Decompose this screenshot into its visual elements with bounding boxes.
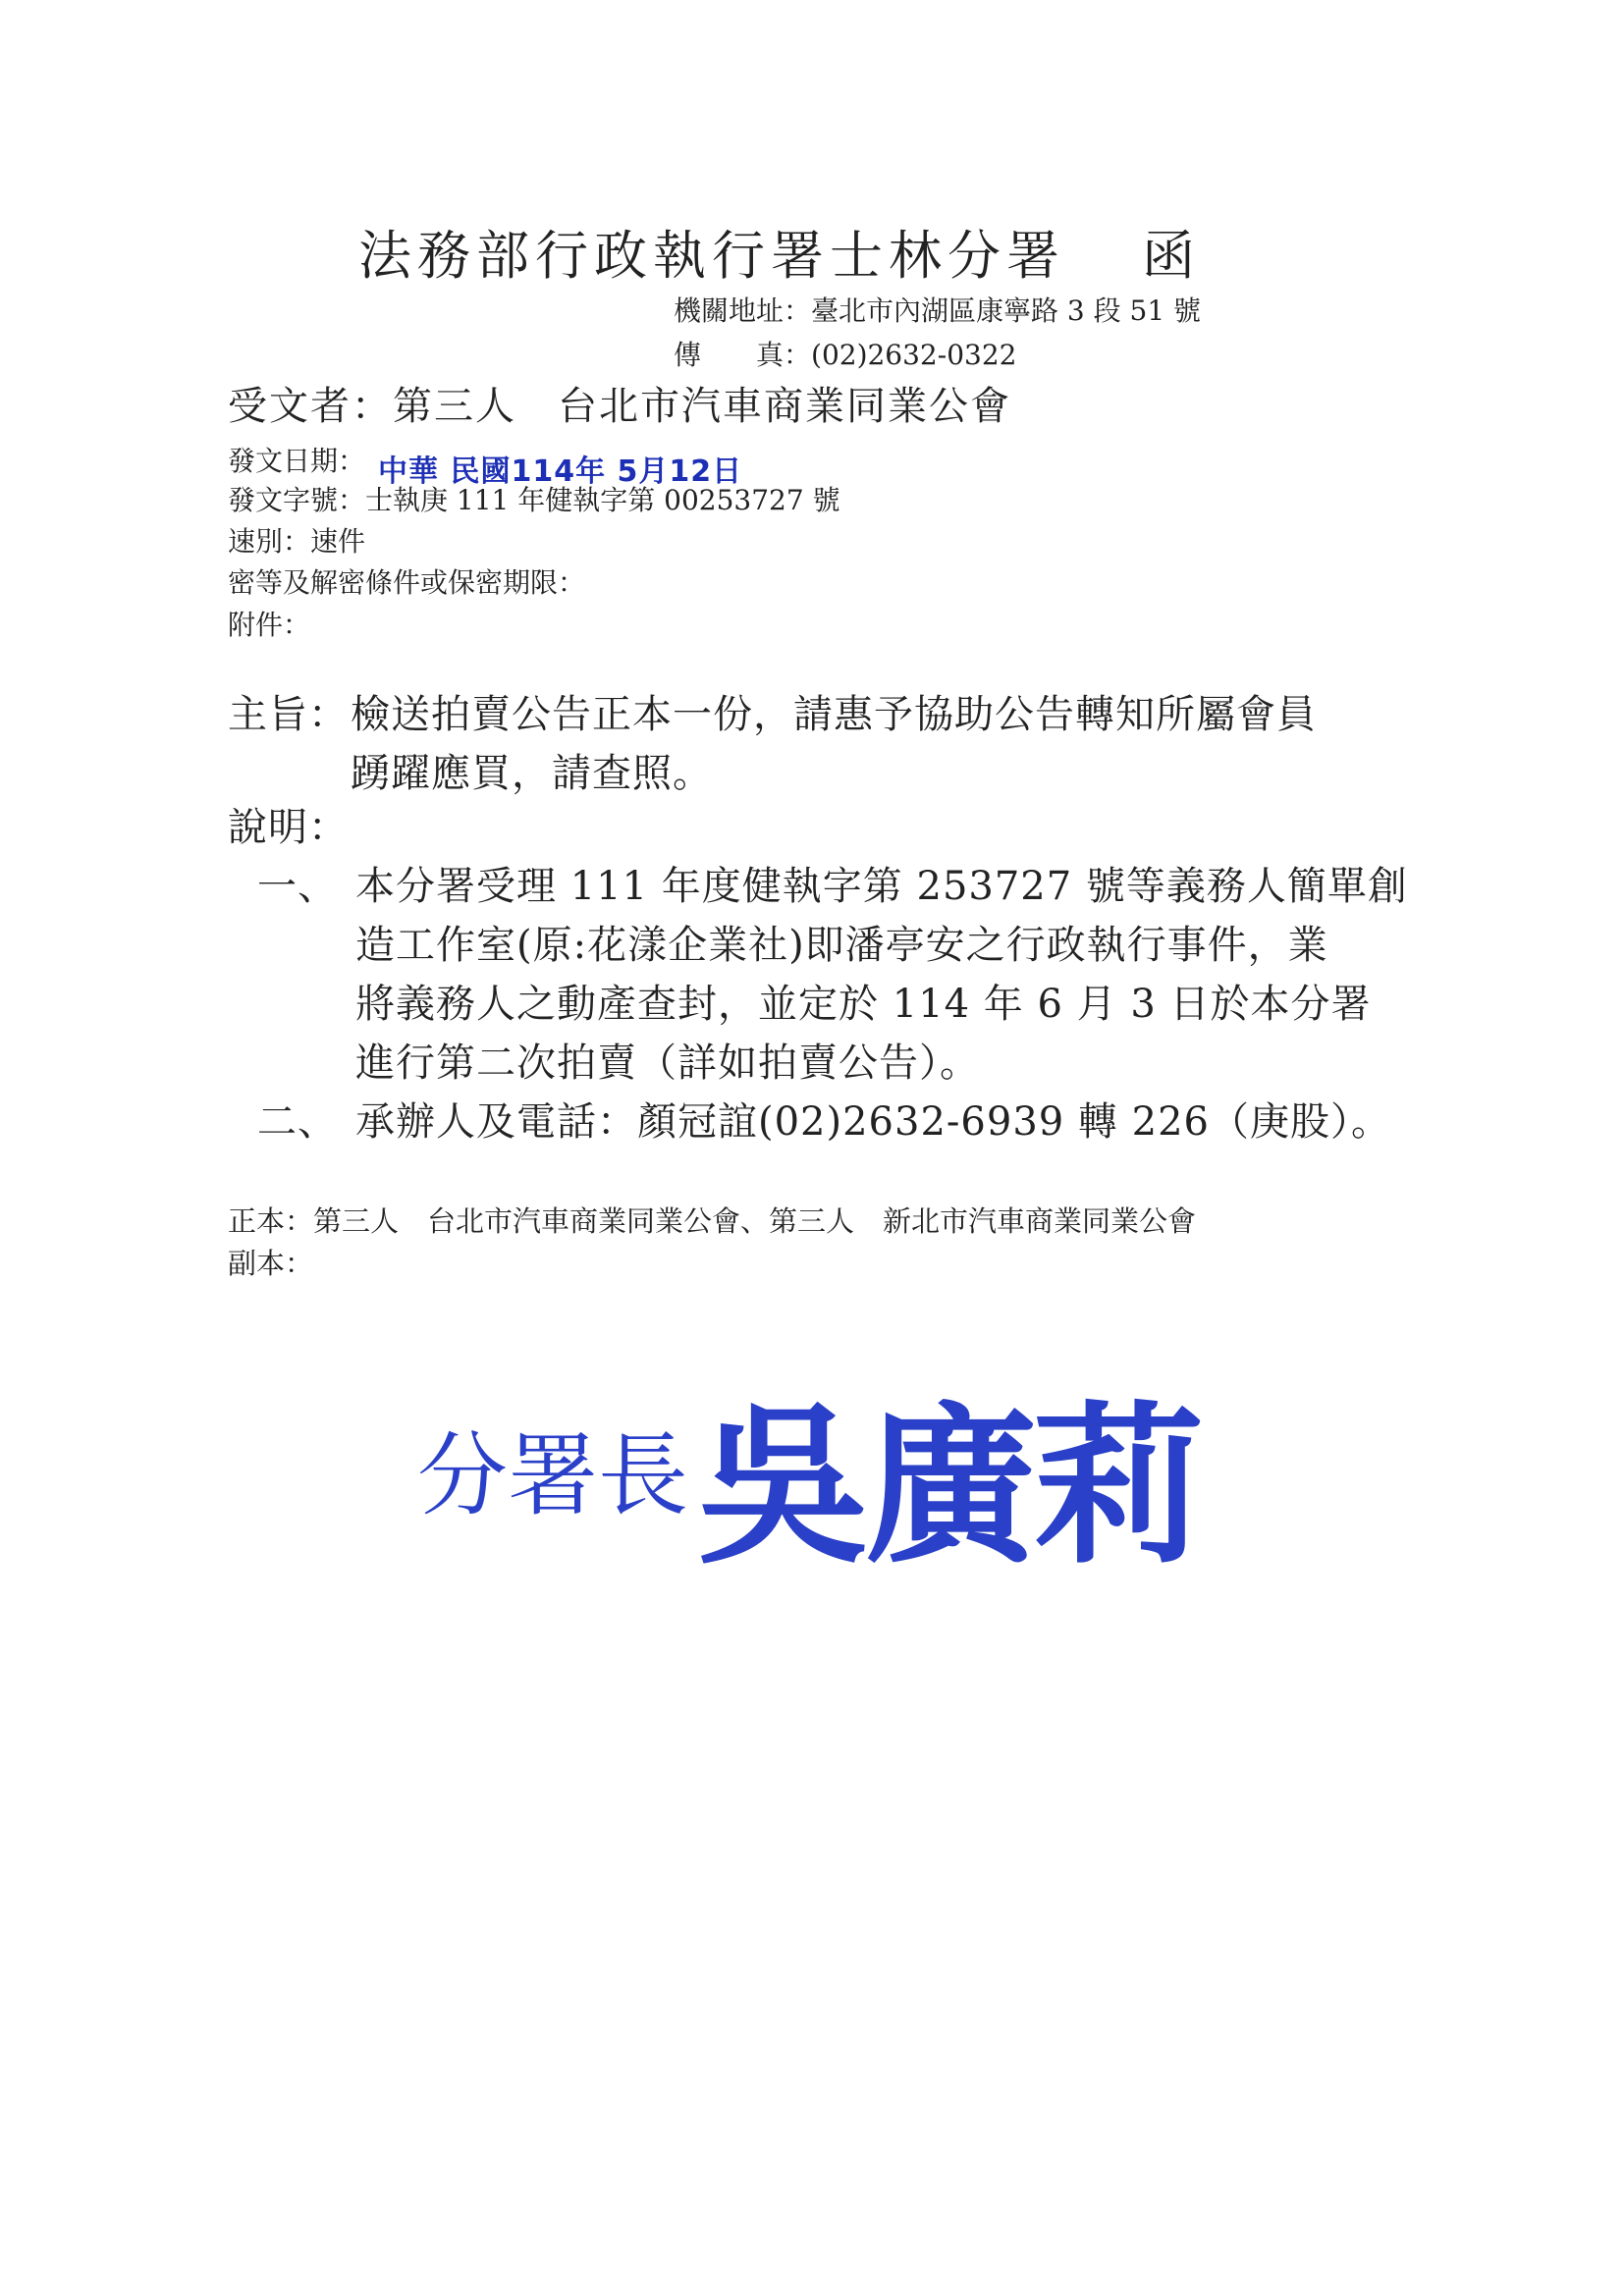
recipient: 受文者：第三人 台北市汽車商業同業公會: [228, 384, 1011, 429]
agency-fax: 傳 真：(02)2632-0322: [674, 339, 1017, 371]
item-2-line-1: 承辦人及電話：顏冠誼(02)2632-6939 轉 226（庚股）。: [355, 1099, 1391, 1145]
subject-line-2: 踴躍應買，請查照。: [351, 751, 713, 796]
agency-address: 機關地址：臺北市內湖區康寧路 3 段 51 號: [674, 294, 1202, 327]
subject-line-1: 檢送拍賣公告正本一份，請惠予協助公告轉知所屬會員: [351, 692, 1317, 737]
issue-date: 發文日期：: [228, 445, 366, 477]
item-1-line-1: 本分署受理 111 年度健執字第 253727 號等義務人簡單創: [355, 864, 1408, 909]
agency-title-line: [358, 214, 1201, 290]
copy-recipients: 副本：: [228, 1247, 314, 1280]
document-type: 函: [1142, 225, 1201, 287]
item-2-marker: 二、: [257, 1099, 338, 1145]
issue-number: 發文字號：士執庚 111 年健執字第 00253727 號: [228, 484, 840, 516]
agency-title: 法務部行政執行署士林分署: [358, 225, 1065, 287]
speed-class: 速別：速件: [228, 525, 366, 558]
item-1-marker: 一、: [257, 864, 338, 909]
date-stamp: 中華 民國114年 5月12日: [378, 454, 743, 489]
subject-label: 主旨：: [228, 692, 349, 737]
original-recipients: 正本：第三人 台北市汽車商業同業公會、第三人 新北市汽車商業同業公會: [228, 1204, 1197, 1238]
signature-title: 分署長: [417, 1423, 689, 1528]
signature-name: 吳廣莉: [697, 1388, 1201, 1587]
item-1-line-4: 進行第二次拍賣（詳如拍賣公告）。: [355, 1041, 980, 1086]
explanation-label: 說明：: [228, 805, 349, 850]
attachments: 附件：: [228, 609, 311, 641]
item-1-line-2: 造工作室(原:花漾企業社)即潘亭安之行政執行事件，業: [355, 923, 1328, 968]
secrecy-level: 密等及解密條件或保密期限：: [228, 566, 586, 599]
item-1-line-3: 將義務人之動產查封，並定於 114 年 6 月 3 日於本分署: [355, 982, 1372, 1027]
